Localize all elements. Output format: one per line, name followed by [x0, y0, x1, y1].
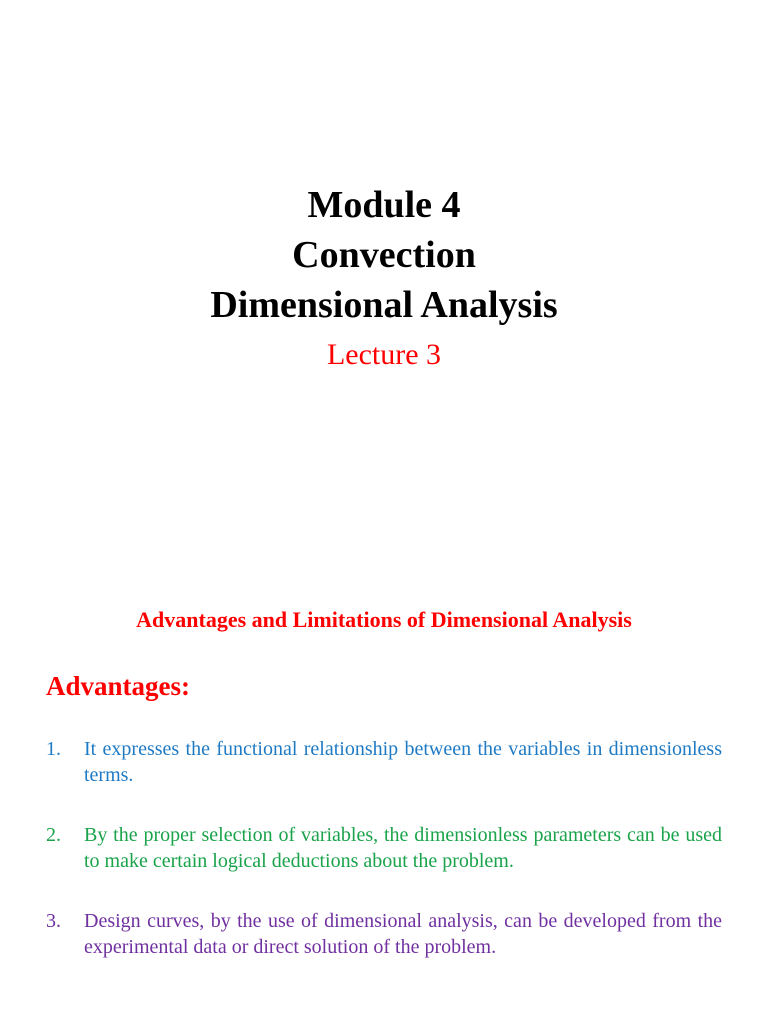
advantages-list [46, 736, 722, 960]
section-heading: Advantages and Limitations of Dimensional Analysis [136, 607, 632, 632]
list-item [46, 908, 722, 960]
topic-title: Convection [292, 234, 476, 276]
subtopic-title: Dimensional Analysis [210, 284, 558, 326]
list-item [46, 822, 722, 874]
title-block [0, 180, 768, 378]
list-item [46, 736, 722, 788]
list-item-text: By the proper selection of variables, the dimensionless parameters can be used to make certain logical deductions about the problem. [84, 824, 722, 872]
list-item-text: It expresses the functional relationship between the variables in dimensionless terms. [84, 738, 722, 786]
lecture-label: Lecture 3 [326, 338, 442, 371]
advantages-heading: Advantages: [46, 671, 191, 701]
list-item-number: 1. [46, 738, 61, 760]
module-title: Module 4 [307, 184, 461, 226]
list-item-text: Design curves, by the use of dimensional analysis, can be developed from the experimental data or direct solution of the problem. [84, 910, 722, 958]
list-item-number: 3. [46, 910, 61, 932]
list-item-number: 2. [46, 824, 61, 846]
